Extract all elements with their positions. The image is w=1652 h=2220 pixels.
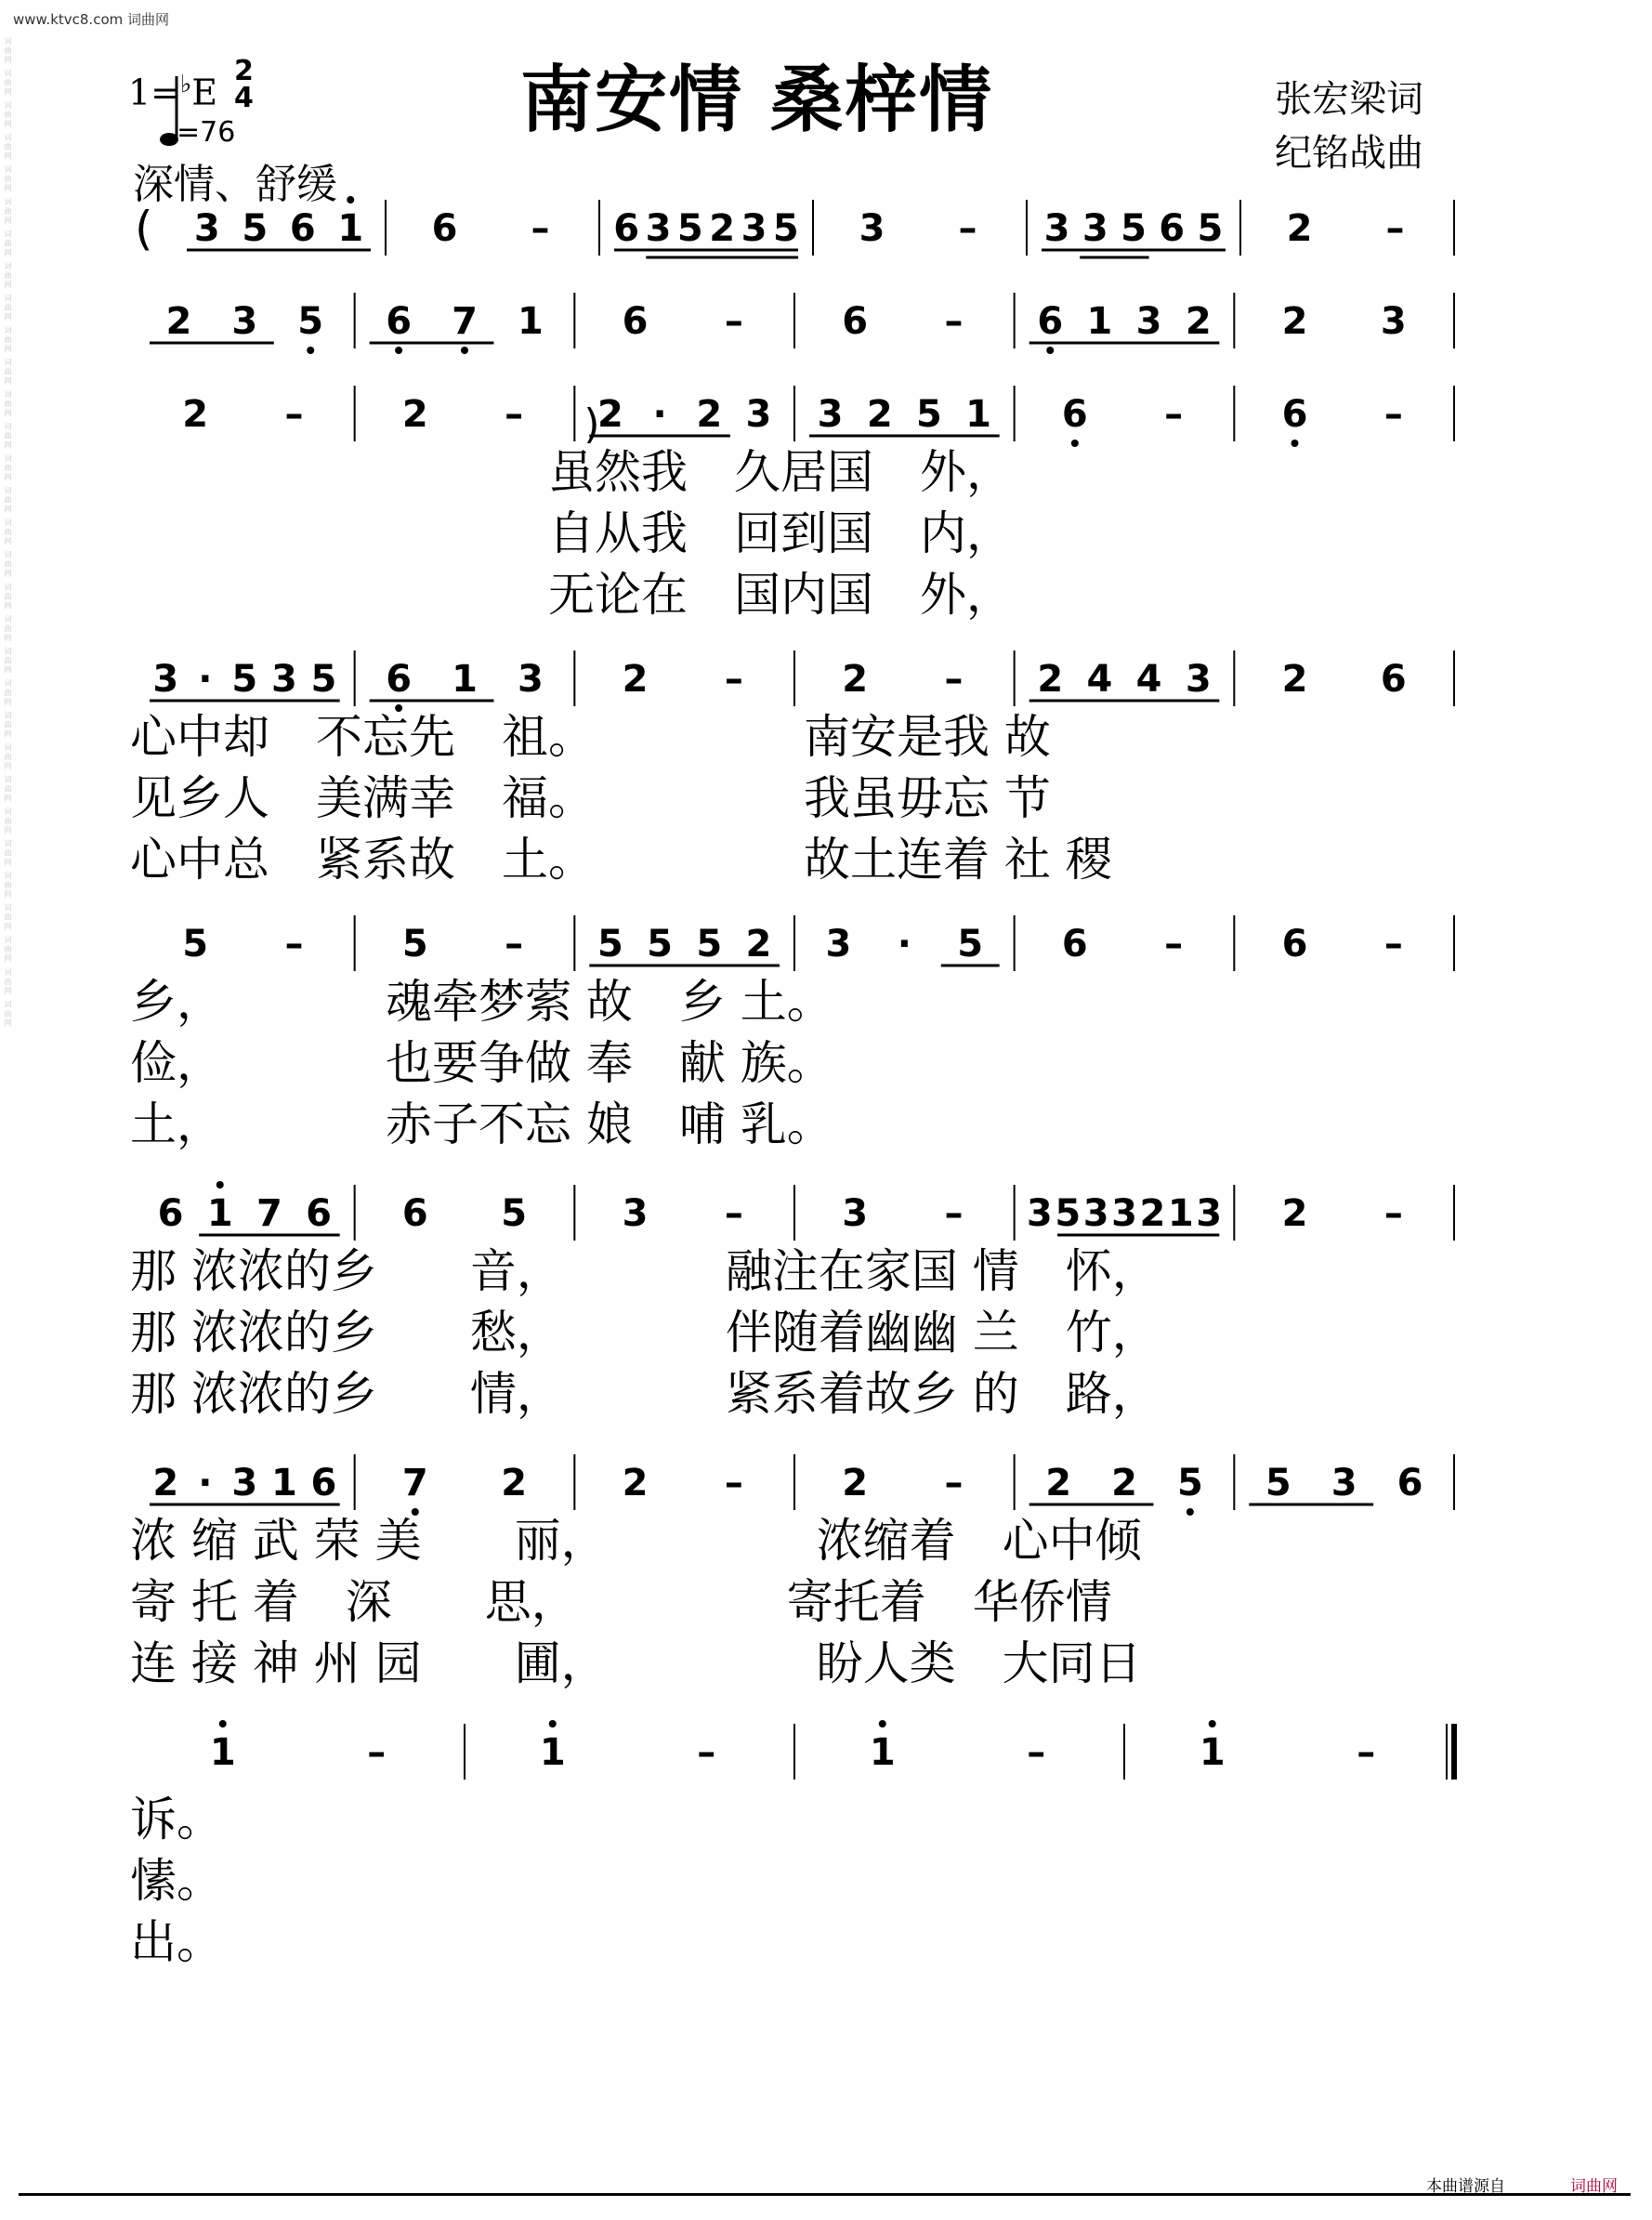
note: 6 (386, 658, 413, 701)
octave-dot-high (1209, 1720, 1216, 1727)
note: 1 (1167, 1192, 1194, 1235)
note: 3 (745, 393, 772, 436)
note: 2 (1281, 658, 1308, 701)
note: – (1383, 393, 1403, 436)
note: 6 (431, 207, 458, 250)
note: 5 (1265, 1462, 1291, 1504)
note: 3 (1380, 300, 1407, 343)
note: · (198, 658, 213, 701)
note: – (724, 1192, 743, 1235)
note: 3 (231, 1462, 258, 1504)
note: 5 (297, 300, 324, 343)
note: 5 (1121, 207, 1147, 250)
note: 3 (645, 207, 672, 250)
note: 3 (270, 658, 297, 701)
note: 3 (1082, 207, 1108, 250)
close-paren: ) (583, 401, 600, 448)
note: 3 (231, 300, 258, 343)
note: 4 (1135, 658, 1162, 701)
note: 6 (1380, 658, 1407, 701)
octave-dot-high (219, 1720, 227, 1727)
footer-source: 本曲谱源自 (1426, 2177, 1505, 2196)
note: 6 (1281, 393, 1308, 436)
note: 5 (401, 923, 428, 966)
lyric-line: 自从我 回到国 内， (548, 506, 1013, 560)
note: 3 (1185, 658, 1212, 701)
note: 1 (270, 1462, 297, 1504)
octave-dot-high (347, 196, 354, 204)
lyricist: 张宏梁词 (1275, 78, 1423, 121)
note: 6 (842, 300, 869, 343)
note: 2 (866, 393, 893, 436)
note: 1 (517, 300, 544, 343)
note: 2 (1111, 1462, 1137, 1504)
note: · (652, 393, 667, 436)
flat-sign: ♭ (180, 71, 192, 99)
note: 1 (206, 1192, 233, 1235)
note: 4 (1086, 658, 1113, 701)
lyric-line: 连 接 神 州 园 圃， 盼人类 大同日 (130, 1636, 1142, 1690)
note: 2 (1281, 1192, 1308, 1235)
note: 3 (622, 1192, 649, 1235)
note: 2 (1037, 658, 1064, 701)
octave-dot-low (1291, 440, 1299, 447)
note: – (505, 393, 524, 436)
note: 5 (696, 923, 723, 966)
note: 2 (1286, 207, 1313, 250)
lyric-line: 那 浓浓的乡 情， 紧系着故乡 的 路， (130, 1367, 1159, 1421)
note: – (944, 300, 964, 343)
lyric-line: 无论在 国内国 外， (548, 568, 1013, 622)
note: 3 (152, 658, 179, 701)
note: 6 (157, 1192, 184, 1235)
lyric-line: 浓 缩 武 荣 美 丽， 浓缩着 心中倾 (130, 1514, 1142, 1568)
note: 6 (1396, 1462, 1423, 1504)
note: 1 (869, 1731, 896, 1774)
time-numerator: 2 (234, 55, 254, 87)
note: 2 (696, 393, 723, 436)
octave-dot-high (879, 1720, 886, 1727)
side-watermark: 词曲网 词曲网 词曲网 词曲网 词曲网 词曲网 词曲网 词曲网 词曲网 词曲网 词曲网 词曲网 词曲网 词曲网 词曲网 词曲网 词曲网 词曲网 词曲网 词曲网 词曲网 词曲网 词曲网 词曲网 词曲网 词曲网 词曲网 词曲网 词曲网 词曲网 词曲网 (4, 37, 12, 1029)
note: 7 (256, 1192, 282, 1235)
note: 5 (772, 207, 799, 250)
note: 6 (1061, 923, 1088, 966)
note: – (1164, 393, 1184, 436)
note: 3 (517, 658, 544, 701)
note: – (958, 207, 977, 250)
note: 2 (165, 300, 192, 343)
note: – (1383, 1192, 1403, 1235)
octave-dot-high (549, 1720, 557, 1727)
note: 2 (709, 207, 736, 250)
octave-dot-low (1187, 1508, 1194, 1516)
note: – (1027, 1731, 1046, 1774)
note: 1 (539, 1731, 566, 1774)
note: 5 (647, 923, 674, 966)
note: 1 (965, 393, 992, 436)
lyric-line: 土， 赤子不忘 娘 哺 乳。 (130, 1097, 833, 1151)
note: 6 (613, 207, 640, 250)
note: 3 (1331, 1462, 1357, 1504)
note: – (367, 1731, 387, 1774)
note: 5 (1176, 1462, 1203, 1504)
note: 1 (337, 207, 364, 250)
note: – (284, 393, 304, 436)
lyric-line: 那 浓浓的乡 愁， 伴随着幽幽 兰 竹， (130, 1306, 1159, 1360)
note: 5 (957, 923, 984, 966)
note: 3 (842, 1192, 869, 1235)
footer-rule (19, 2193, 1631, 2196)
note: – (944, 658, 964, 701)
note: 6 (1281, 923, 1308, 966)
octave-dot-low (395, 347, 402, 354)
note: – (944, 1462, 964, 1504)
note: 5 (1197, 207, 1224, 250)
lyric-line: 乡， 魂牵梦萦 故 乡 土。 (130, 975, 833, 1029)
note: 6 (401, 1192, 428, 1235)
open-paren: ( (135, 202, 153, 256)
lyric-line: 虽然我 久居国 外， (548, 445, 1013, 499)
key-prefix: 1= (128, 72, 181, 113)
note: 6 (386, 300, 413, 343)
note: – (531, 207, 550, 250)
lyric-line: 心中总 紧系故 土。 故土连着 社 稷 (130, 833, 1112, 887)
note: 2 (622, 658, 649, 701)
note: 6 (310, 1462, 337, 1504)
note: · (897, 923, 911, 966)
note: 2 (622, 1462, 649, 1504)
note: 2 (745, 923, 772, 966)
site-label[interactable]: www.ktvc8.com 词曲网 (13, 11, 170, 28)
note: 6 (289, 207, 316, 250)
note: – (505, 923, 524, 966)
octave-dot-high (216, 1181, 224, 1189)
note: 3 (859, 207, 885, 250)
note: 2 (152, 1462, 179, 1504)
note: – (1385, 207, 1405, 250)
note: 3 (1111, 1192, 1137, 1235)
lyric-line: 那 浓浓的乡 音， 融注在家国 情 怀， (130, 1244, 1159, 1298)
note: 3 (193, 207, 220, 250)
lyric-line: 俭， 也要争做 奉 献 族。 (130, 1036, 833, 1090)
note: 3 (1082, 1192, 1109, 1235)
note: – (724, 658, 743, 701)
note: 6 (1159, 207, 1186, 250)
note: – (724, 1462, 743, 1504)
note: 3 (1043, 207, 1070, 250)
note: 1 (209, 1731, 236, 1774)
key-letter: E (191, 72, 218, 113)
note: 7 (401, 1462, 428, 1504)
note: 5 (182, 923, 209, 966)
note: – (284, 923, 304, 966)
expression-mark: 深情、舒缓 (133, 161, 337, 208)
note: · (198, 1462, 213, 1504)
note: 3 (825, 923, 852, 966)
note: 2 (1281, 300, 1308, 343)
octave-dot-low (1071, 440, 1079, 447)
note: 6 (306, 1192, 333, 1235)
note: 5 (310, 658, 337, 701)
note: 3 (741, 207, 767, 250)
note: 5 (231, 658, 258, 701)
lyric-line: 寄 托 着 深 思， 寄托着 华侨情 (130, 1575, 1112, 1629)
note: 6 (1061, 393, 1088, 436)
footer-site[interactable]: 词曲网 (1570, 2177, 1618, 2196)
note: 2 (401, 393, 428, 436)
note: 2 (842, 1462, 869, 1504)
note: – (1164, 923, 1184, 966)
note: 1 (452, 658, 478, 701)
note: 5 (242, 207, 269, 250)
note: – (944, 1192, 964, 1235)
note: 5 (597, 923, 623, 966)
note: 2 (597, 393, 623, 436)
time-denominator: 4 (234, 82, 254, 114)
octave-dot-low (1046, 347, 1054, 354)
note: 5 (676, 207, 703, 250)
note: 7 (452, 300, 478, 343)
note: 3 (817, 393, 844, 436)
lyric-line: 诉。 (130, 1793, 223, 1846)
note: 2 (501, 1462, 528, 1504)
note: 5 (1055, 1192, 1082, 1235)
note: – (724, 300, 743, 343)
note: 1 (1086, 300, 1113, 343)
note: 2 (842, 658, 869, 701)
lyric-line: 出。 (130, 1915, 223, 1969)
note: 2 (1139, 1192, 1166, 1235)
note: 6 (1037, 300, 1064, 343)
octave-dot-low (461, 347, 468, 354)
page-title: 南安情 桑梓情 (520, 59, 994, 142)
note: – (1357, 1731, 1376, 1774)
note: – (697, 1731, 716, 1774)
note: 2 (1045, 1462, 1072, 1504)
tempo-mark: =76 (177, 116, 236, 149)
note: 5 (501, 1192, 528, 1235)
note: 3 (1135, 300, 1162, 343)
note: 2 (182, 393, 209, 436)
lyric-line: 心中却 不忘先 祖。 南安是我 故 (130, 710, 1051, 764)
note: 3 (1026, 1192, 1053, 1235)
composer: 纪铭战曲 (1275, 132, 1423, 175)
note: – (1383, 923, 1403, 966)
note: 3 (1196, 1192, 1223, 1235)
note: 2 (1185, 300, 1212, 343)
octave-dot-low (307, 347, 314, 354)
lyric-line: 见乡人 美满幸 福。 我虽毋忘 节 (130, 771, 1051, 825)
lyric-line: 愫。 (130, 1854, 223, 1908)
note: 1 (1199, 1731, 1226, 1774)
note: 5 (915, 393, 942, 436)
note: 6 (622, 300, 649, 343)
